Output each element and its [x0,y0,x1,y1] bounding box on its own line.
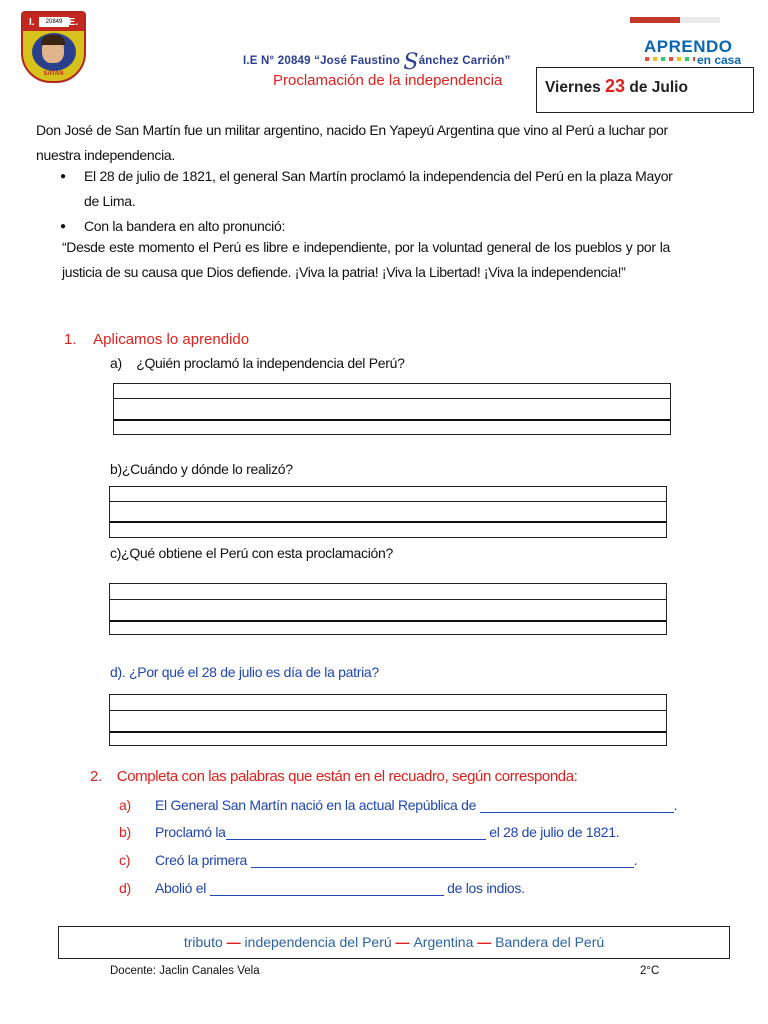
school-name-prefix: I.E N° 20849 “José Faustino [243,55,404,67]
word-bank-separator: — [391,934,414,950]
section-2-heading: 2. Completa con las palabras que están en el recuadro, según corresponda: [90,768,578,785]
footer-teacher: Docente: Jaclin Canales Vela [110,965,260,977]
answer-line [110,521,666,523]
word-bank-word: tributo [183,934,223,950]
logo-word-en-casa: en casa [697,53,742,67]
answer-line [110,731,666,733]
school-name-s: S [403,50,419,75]
date-month: de Julio [629,79,688,96]
question-b: b)¿Cuándo y dónde lo realizó? [110,461,293,477]
school-logo [21,11,86,83]
logo-flag-bar [630,17,680,23]
fill-letter: a) [119,797,131,813]
fill-text-after: . [633,852,638,868]
logo-word-aprendo: APRENDO [644,37,733,56]
logo-initial-right: E. [68,16,78,28]
intro-paragraph: Don José de San Martín fue un militar argentino, nacido En Yapeyú Argentina que vino al Perú a luchar por nuestra independencia. [36,122,668,163]
section-1-heading: 1. Aplicamos lo aprendido [64,331,250,348]
intro-bullets [60,164,680,239]
answer-line [114,398,670,399]
word-bank-word: Bandera del Perú [495,934,605,950]
date-weekday: Viernes [545,79,601,96]
logo-portrait-hair [41,35,65,45]
word-bank-separator: — [473,934,496,950]
fill-letter: c) [119,852,131,868]
proclamation-quote: “Desde este momento el Perú es libre e independiente, por la voluntad general de los pueblos y por la justicia de su causa que Dios defiende. ¡Viva la patria! ¡Viva la Libertad! ¡Viva la independencia!” [62,239,670,280]
word-bank-word: Argentina [413,934,474,950]
fill-text-before: Abolió el [155,880,210,896]
fill-text-before: El General San Martín nació en la actual República de [155,797,480,813]
question-c: c)¿Qué obtiene el Perú con esta proclamación? [110,545,393,561]
footer-grade: 2°C [640,965,660,977]
page-title: Proclamación de la independencia [273,72,503,89]
fill-blank[interactable] [480,798,674,813]
date-day: 23 [605,76,626,96]
fill-text-before: Proclamó la [155,824,226,840]
logo-flag-bar-light [680,17,720,23]
fill-item-c [119,852,637,868]
school-name-suffix: ánchez Carrión” [418,55,511,67]
bullet-item: ● Con la bandera en alto pronunció: [60,214,680,239]
fill-item-d [119,880,525,896]
fill-blank[interactable] [226,825,486,840]
fill-text-after: . [673,797,678,813]
fill-item-a [119,797,677,813]
fill-letter: b) [119,824,131,840]
answer-box-d[interactable] [109,694,667,746]
logo-number: 20849 [39,17,69,27]
question-a: a) ¿Quién proclamó la independencia del Perú? [110,355,405,371]
fill-letter: d) [119,880,131,896]
aprendo-en-casa-logo [625,17,745,67]
answer-box-b[interactable] [109,486,667,538]
fill-text-after: de los indios. [443,880,525,896]
answer-line [110,710,666,711]
logo-dots [645,57,695,61]
logo-initial-left: I. [29,16,35,28]
fill-text-before: Creó la primera [155,852,251,868]
logo-motto: SAYAN [43,71,64,77]
bullet-item: ● El 28 de julio de 1821, el general San Martín proclamó la independencia del Perú en la plaza Mayor de Lima. [60,164,680,214]
question-d: d). ¿Por qué el 28 de julio es día de la patria? [110,664,379,680]
word-bank-word: independencia del Perú [244,934,392,950]
word-bank [58,926,730,959]
answer-box-a[interactable] [113,383,671,435]
date-box [536,67,754,113]
fill-item-b [119,824,619,840]
fill-text-after: el 28 de julio de 1821. [485,824,620,840]
fill-blank[interactable] [251,853,634,868]
answer-line [110,599,666,600]
fill-blank[interactable] [210,881,444,896]
answer-line [110,620,666,622]
word-bank-separator: — [222,934,245,950]
answer-box-c[interactable] [109,583,667,635]
answer-line [114,419,670,421]
answer-line [110,501,666,502]
